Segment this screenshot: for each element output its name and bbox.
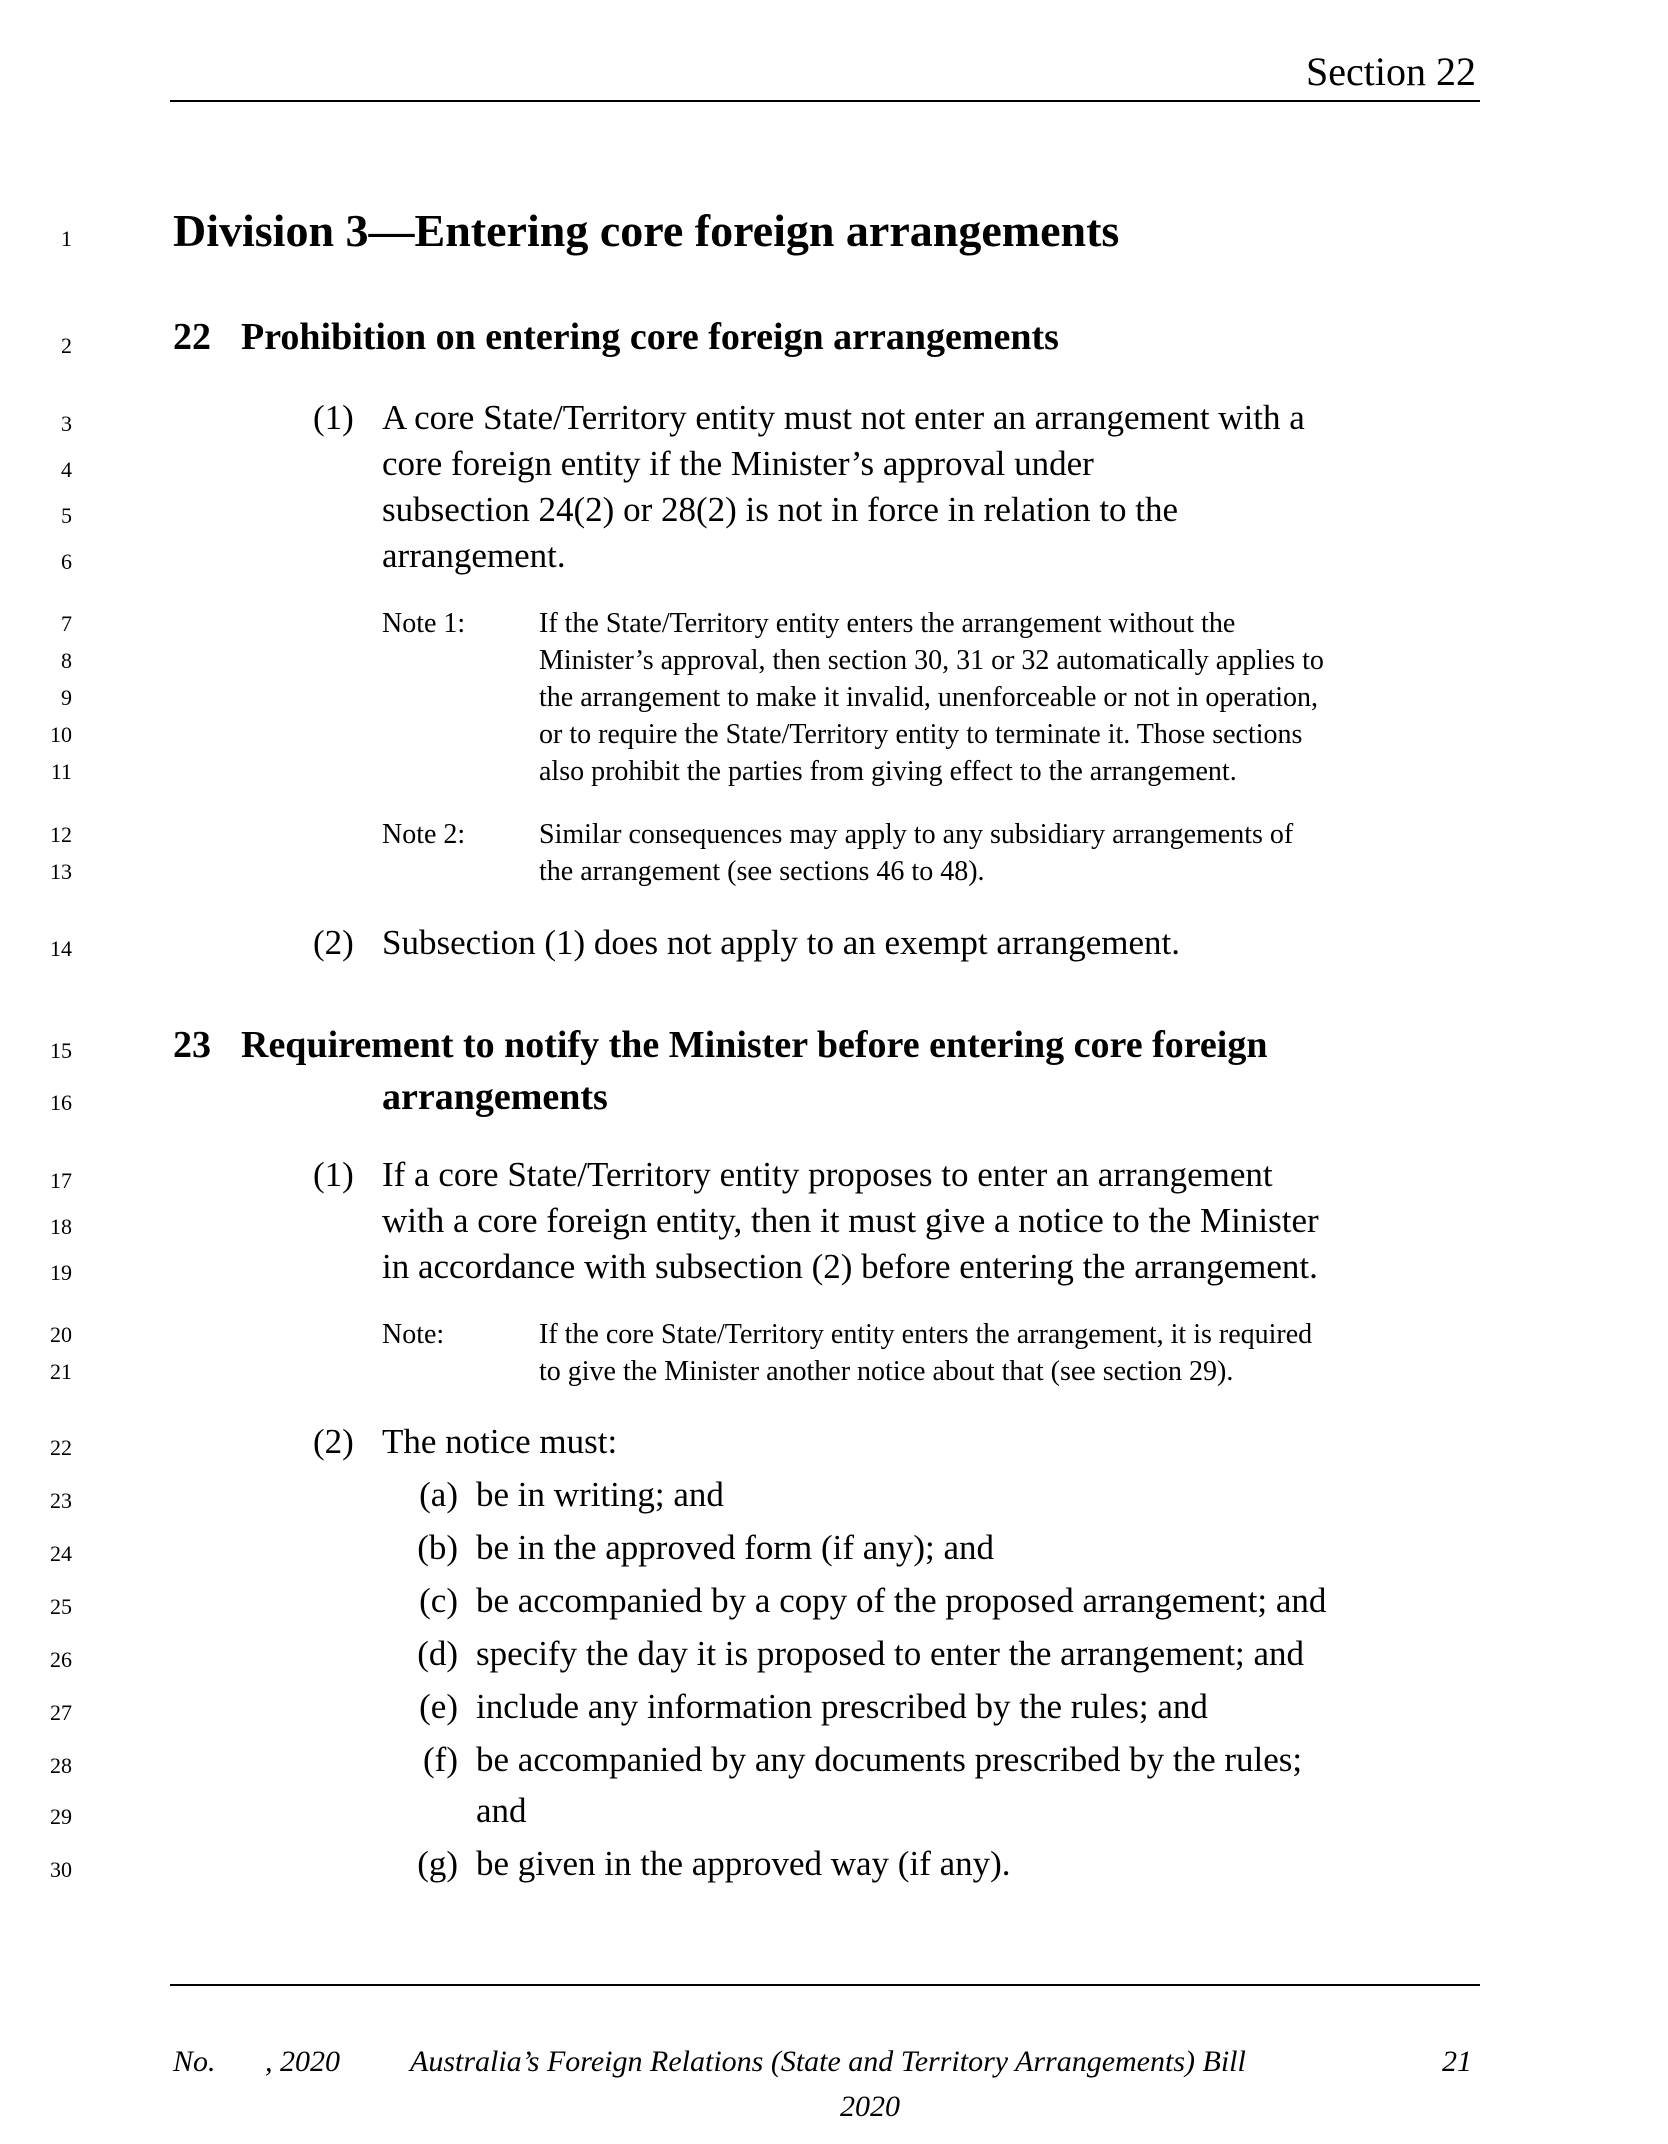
subsection-text-line: core foreign entity if the Minister’s approval under bbox=[382, 444, 1094, 483]
note-text-line: to give the Minister another notice about that (see section 29). bbox=[539, 1356, 1234, 1387]
line-number: 19 bbox=[50, 1260, 72, 1285]
subsection-text-line: Subsection (1) does not apply to an exempt arrangement. bbox=[382, 923, 1180, 962]
line-number: 12 bbox=[50, 822, 72, 847]
line-number: 9 bbox=[61, 685, 72, 710]
header-rule bbox=[170, 100, 1480, 102]
paragraph-label: (e) bbox=[419, 1687, 458, 1726]
line-number: 15 bbox=[50, 1038, 72, 1063]
line-number: 24 bbox=[50, 1541, 72, 1566]
note-text-line: or to require the State/Territory entity to terminate it. Those sections bbox=[539, 719, 1303, 750]
division-heading: Division 3—Entering core foreign arrangements bbox=[173, 205, 1120, 256]
line-number: 28 bbox=[50, 1753, 72, 1778]
line-number: 13 bbox=[50, 859, 72, 884]
paragraph-text-line: be in the approved form (if any); and bbox=[476, 1528, 995, 1567]
paragraph-text-line: be accompanied by a copy of the proposed arrangement; and bbox=[476, 1581, 1327, 1620]
subsection-text-line: A core State/Territory entity must not enter an arrangement with a bbox=[382, 398, 1305, 437]
line-number: 14 bbox=[50, 936, 72, 961]
subsection-label: (1) bbox=[313, 1155, 354, 1194]
subsection-text-line: subsection 24(2) or 28(2) is not in force in relation to the bbox=[382, 490, 1179, 529]
line-number: 21 bbox=[50, 1359, 72, 1384]
line-number: 4 bbox=[61, 457, 72, 482]
note-label: Note 2: bbox=[382, 819, 466, 850]
subsection-label: (2) bbox=[313, 923, 354, 962]
subsection-text-line: If a core State/Territory entity proposes to enter an arrangement bbox=[382, 1155, 1273, 1194]
paragraph-text-line: be accompanied by any documents prescribed by the rules; bbox=[476, 1740, 1303, 1779]
line-number: 5 bbox=[61, 503, 72, 528]
line-number: 29 bbox=[50, 1804, 72, 1829]
line-number: 8 bbox=[61, 648, 72, 673]
footer-bill-number: No. bbox=[173, 2045, 216, 2078]
note-text-line: the arrangement (see sections 46 to 48). bbox=[539, 856, 985, 887]
line-number: 7 bbox=[61, 611, 72, 636]
subsection-text-line: The notice must: bbox=[382, 1422, 618, 1461]
note-text-line: Minister’s approval, then section 30, 31 or 32 automatically applies to bbox=[539, 645, 1324, 676]
section-number: 22 bbox=[173, 316, 211, 358]
section-heading: Prohibition on entering core foreign arrangements bbox=[241, 316, 1059, 358]
subsection-label: (2) bbox=[313, 1422, 354, 1461]
line-number: 3 bbox=[61, 411, 72, 436]
note-text-line: the arrangement to make it invalid, unenforceable or not in operation, bbox=[539, 682, 1319, 713]
line-number: 20 bbox=[50, 1322, 72, 1347]
footer-bill-year: , 2020 bbox=[265, 2045, 340, 2078]
paragraph-label: (g) bbox=[417, 1844, 458, 1883]
running-header-section: Section 22 bbox=[1306, 49, 1476, 94]
line-number: 18 bbox=[50, 1214, 72, 1239]
note-text-line: Similar consequences may apply to any subsidiary arrangements of bbox=[539, 819, 1294, 850]
paragraph-text-line: and bbox=[476, 1791, 527, 1830]
note-label: Note: bbox=[382, 1319, 445, 1350]
line-number: 11 bbox=[50, 759, 72, 784]
subsection-text-line: with a core foreign entity, then it must give a notice to the Minister bbox=[382, 1201, 1319, 1240]
note-label: Note 1: bbox=[382, 608, 466, 639]
line-number: 2 bbox=[61, 333, 72, 358]
line-number: 23 bbox=[50, 1488, 72, 1513]
paragraph-label: (a) bbox=[419, 1475, 458, 1514]
footer-bill-title-year: 2020 bbox=[840, 2090, 900, 2123]
footer-rule bbox=[170, 1984, 1480, 1986]
paragraph-label: (f) bbox=[423, 1740, 458, 1779]
subsection-label: (1) bbox=[313, 398, 354, 437]
paragraph-text-line: specify the day it is proposed to enter the arrangement; and bbox=[476, 1634, 1305, 1673]
subsection-text-line: in accordance with subsection (2) before entering the arrangement. bbox=[382, 1247, 1318, 1286]
section-heading: Requirement to notify the Minister before entering core foreign bbox=[241, 1024, 1268, 1066]
section-number: 23 bbox=[173, 1024, 211, 1066]
paragraph-text-line: be in writing; and bbox=[476, 1475, 724, 1514]
paragraph-label: (b) bbox=[417, 1528, 458, 1567]
note-text-line: If the State/Territory entity enters the arrangement without the bbox=[539, 608, 1236, 639]
section-heading: arrangements bbox=[382, 1076, 608, 1118]
footer-bill-title: Australia’s Foreign Relations (State and Territory Arrangements) Bill bbox=[410, 2045, 1246, 2078]
paragraph-text-line: be given in the approved way (if any). bbox=[476, 1844, 1011, 1883]
line-number: 22 bbox=[50, 1435, 72, 1460]
paragraph-text-line: include any information prescribed by the rules; and bbox=[476, 1687, 1208, 1726]
line-number: 6 bbox=[61, 549, 72, 574]
line-number: 26 bbox=[50, 1647, 72, 1672]
line-number: 17 bbox=[50, 1168, 72, 1193]
line-number: 30 bbox=[50, 1857, 72, 1882]
line-number: 1 bbox=[61, 226, 72, 251]
paragraph-label: (c) bbox=[419, 1581, 458, 1620]
footer-page-number: 21 bbox=[1442, 2045, 1472, 2078]
line-number: 27 bbox=[50, 1700, 72, 1725]
line-number: 10 bbox=[50, 722, 72, 747]
note-text-line: also prohibit the parties from giving effect to the arrangement. bbox=[539, 756, 1237, 787]
line-number: 25 bbox=[50, 1594, 72, 1619]
note-text-line: If the core State/Territory entity enters the arrangement, it is required bbox=[539, 1319, 1313, 1350]
subsection-text-line: arrangement. bbox=[382, 536, 566, 575]
line-number: 16 bbox=[50, 1090, 72, 1115]
paragraph-label: (d) bbox=[417, 1634, 458, 1673]
